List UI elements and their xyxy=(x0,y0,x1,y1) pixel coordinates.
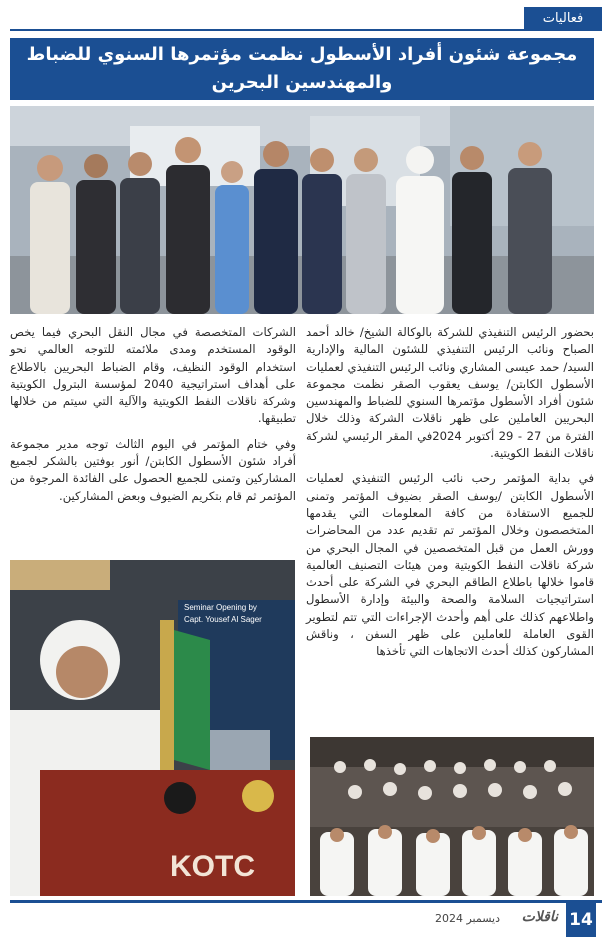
section-tab: فعاليات xyxy=(524,7,602,29)
seminar-banner-line-2: Capt. Yousef Al Sager xyxy=(184,615,262,624)
headline-line-1: مجموعة شئون أفراد الأسطول نظمت مؤتمرها السنوي للضباط xyxy=(26,44,578,65)
article-left-column xyxy=(10,324,296,513)
magazine-brand: ناقلات xyxy=(521,909,558,925)
group-photo xyxy=(10,106,594,314)
article-right-column xyxy=(306,324,594,669)
headline-line-2: والمهندسين البحرين xyxy=(211,72,393,93)
audience-photo xyxy=(310,737,594,896)
seminar-banner-line-1: Seminar Opening by xyxy=(184,603,257,612)
headline xyxy=(10,38,594,100)
article-paragraph-3: الشركات المتخصصة في مجال النقل البحري فيما يخص الوقود المستخدم ومدى ملائمته للتوجه العالمي نحو استخدام الوقود النظيف، وقام الضباط البحريين بالاطلاع على أهداف استراتيجية 2040 لمؤسسة البترول الكويتية وشركة ناقلات النفط الكويتية والآلية التي سيتم من خلالها تطبيقها. xyxy=(10,325,296,426)
audience-photo-illustration xyxy=(310,737,594,896)
article-paragraph-2: في بداية المؤتمر رحب نائب الرئيس التنفيذي لعمليات الأسطول الكابتن /يوسف الصقر بضيوف المؤتمر وتمنى للجميع الاستفادة من كافة المعلومات التي يقدمها المتخصصون وخلال المؤتمر تم تقديم عدد من المحاضرات وورش العمل من قبل المتخصصين في المجال البحري من شركة ناقلات النفط الكويتية ومن هيئات التصنيف العالمية قاموا خلالها باطلاع الطاقم البحري في الشركة على أحدث استراتيجيات السلامة والصحة والبيئة وإدارة الأسطول واطلاعهم كذلك على أهم وأحدث الإجراءات التي تتم لتطوير القوى العاملة للعاملين على ظهر السفن ، وناقش المشاركون كذلك أحدث الاتجاهات التي تأخذها xyxy=(306,471,594,659)
seminar-banner xyxy=(184,602,294,626)
issue-date: ديسمبر 2024 xyxy=(434,912,500,925)
article-paragraph-4: وفي ختام المؤتمر في اليوم الثالث توجه مدير مجموعة أفراد شئون الأسطول الكابتن/ أنور بوفتين بالشكر لجميع المشاركين وتمنى للجميع الحصول على الفائدة المرجوة من المؤتمر ثم قام بتكريم الضيوف وبعض المشاركين. xyxy=(10,436,296,503)
group-photo-illustration xyxy=(10,106,594,314)
top-rule xyxy=(10,29,602,31)
speaker-photo xyxy=(10,560,295,896)
podium-logo-text: KOTC xyxy=(170,850,255,883)
footer-rule xyxy=(10,900,602,903)
page-number: 14 xyxy=(566,903,596,937)
article-paragraph-1: بحضور الرئيس التنفيذي للشركة بالوكالة الشيخ/ خالد أحمد الصباح ونائب الرئيس التنفيذي للشئون المالية والإدارية السيد/ حمد عيسى المشاري ونائب الرئيس التنفيذي لعمليات الأسطول الكابتن/ يوسف يعقوب الصقر نظمت مجموعة شئون أفراد الأسطول مؤتمرها السنوي للضباط والمهندسين البحريين العاملين على ظهر ناقلات الشركة وذلك خلال الفترة من 27 - 29 أكتوبر 2024في المقر الرئيسي لشركة ناقلات النفط الكويتية. xyxy=(306,325,594,461)
